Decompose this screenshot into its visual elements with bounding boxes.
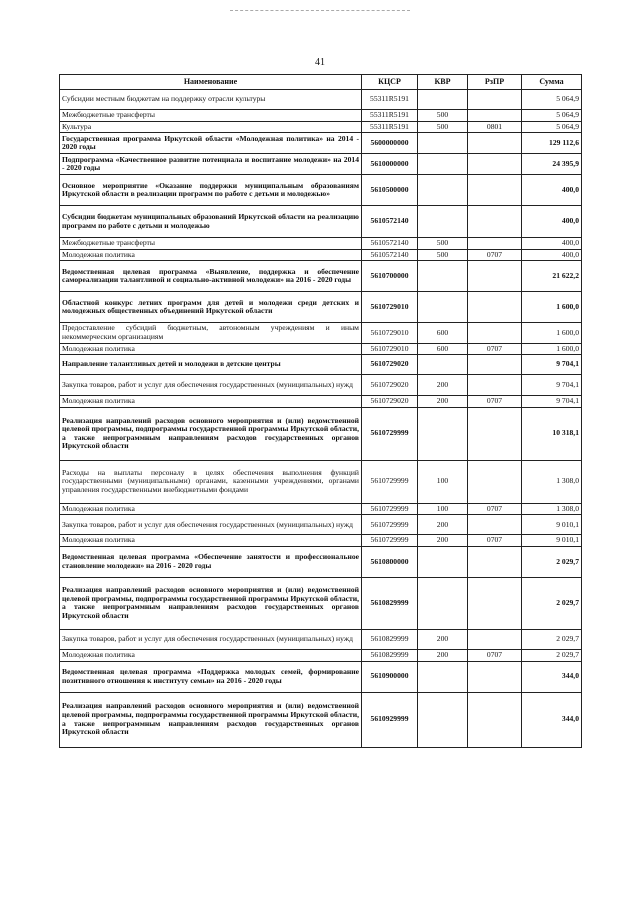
row-name-cell: Закупка товаров, работ и услуг для обеспечения государственных (муниципальных) нужд (60, 515, 362, 535)
row-name-cell: Подпрограмма «Качественное развитие потенциала и воспитание молодежи» на 2014 - 2020 годы (60, 154, 362, 175)
table-row (60, 407, 582, 460)
row-rzpr-cell (468, 355, 522, 375)
row-kvr-cell: 100 (418, 503, 468, 515)
row-kvr-cell: 200 (418, 649, 468, 661)
row-kcsr-cell: 55311R5191 (362, 90, 418, 110)
row-kvr-cell (418, 577, 468, 629)
row-kvr-cell: 500 (418, 238, 468, 250)
row-kcsr-cell: 5610729010 (362, 323, 418, 343)
table-row (60, 535, 582, 547)
row-kcsr-cell: 5610000000 (362, 154, 418, 175)
table-row (60, 110, 582, 122)
table-row (60, 661, 582, 692)
row-rzpr-cell (468, 661, 522, 692)
row-rzpr-cell (468, 206, 522, 238)
row-sum-cell: 2 029,7 (522, 577, 582, 629)
row-sum-cell: 5 064,9 (522, 90, 582, 110)
table-row (60, 249, 582, 261)
row-name-cell: Субсидии бюджетам муниципальных образований Иркутской области на реализацию программ по работе с детьми и молодежью (60, 206, 362, 238)
row-kcsr-cell: 55311R5191 (362, 110, 418, 122)
row-kcsr-cell: 5610800000 (362, 546, 418, 577)
row-kvr-cell (418, 175, 468, 206)
row-name-cell: Закупка товаров, работ и услуг для обеспечения государственных (муниципальных) нужд (60, 629, 362, 649)
table-row (60, 629, 582, 649)
row-rzpr-cell (468, 546, 522, 577)
row-kcsr-cell: 5610729999 (362, 460, 418, 503)
table-row (60, 355, 582, 375)
row-rzpr-cell (468, 238, 522, 250)
row-sum-cell: 400,0 (522, 175, 582, 206)
table-row (60, 396, 582, 408)
row-kcsr-cell: 5610729020 (362, 355, 418, 375)
header-kvr: КВР (418, 75, 468, 90)
row-name-cell: Молодежная политика (60, 503, 362, 515)
row-kvr-cell (418, 407, 468, 460)
row-rzpr-cell (468, 629, 522, 649)
row-rzpr-cell: 0707 (468, 249, 522, 261)
row-sum-cell: 9 704,1 (522, 396, 582, 408)
row-kcsr-cell: 5610729020 (362, 375, 418, 396)
row-rzpr-cell (468, 175, 522, 206)
row-sum-cell: 344,0 (522, 661, 582, 692)
table-row (60, 546, 582, 577)
row-sum-cell: 2 029,7 (522, 629, 582, 649)
row-rzpr-cell: 0707 (468, 535, 522, 547)
row-kvr-cell: 200 (418, 535, 468, 547)
row-sum-cell: 1 600,0 (522, 323, 582, 343)
table-row (60, 343, 582, 355)
row-name-cell: Культура (60, 121, 362, 133)
row-name-cell: Межбюджетные трансферты (60, 238, 362, 250)
row-kvr-cell (418, 661, 468, 692)
table-row (60, 90, 582, 110)
row-name-cell: Реализация направлений расходов основного мероприятия и (или) ведомственной целевой программы, подпрограммы государственной программы Иркутской области, а также непрограммным направлениям расходов государственных органов Иркутской области (60, 577, 362, 629)
header-name: Наименование (60, 75, 362, 90)
row-kcsr-cell: 5610829999 (362, 629, 418, 649)
row-rzpr-cell: 0707 (468, 503, 522, 515)
row-kvr-cell (418, 206, 468, 238)
table-row (60, 154, 582, 175)
row-rzpr-cell (468, 515, 522, 535)
row-kvr-cell: 100 (418, 460, 468, 503)
row-kcsr-cell: 5610572140 (362, 249, 418, 261)
table-row (60, 375, 582, 396)
row-name-cell: Межбюджетные трансферты (60, 110, 362, 122)
header-sum: Сумма (522, 75, 582, 90)
row-kvr-cell: 200 (418, 396, 468, 408)
row-rzpr-cell (468, 261, 522, 292)
row-kcsr-cell: 5600000000 (362, 133, 418, 154)
row-name-cell: Областной конкурс летних программ для детей и молодежи среди детских и молодежных общественных объединений Иркутской области (60, 292, 362, 323)
row-kcsr-cell: 5610829999 (362, 577, 418, 629)
table-row (60, 261, 582, 292)
row-sum-cell: 9 704,1 (522, 375, 582, 396)
row-kvr-cell (418, 90, 468, 110)
row-kcsr-cell: 5610500000 (362, 175, 418, 206)
row-name-cell: Расходы на выплаты персоналу в целях обеспечения выполнения функций государственными (муниципальными) органами, казенными учреждениями, органами управления государственными внебюджетными фондами (60, 460, 362, 503)
row-kvr-cell: 200 (418, 515, 468, 535)
row-rzpr-cell (468, 154, 522, 175)
page-number: 41 (315, 57, 325, 68)
table-body (60, 90, 582, 748)
row-rzpr-cell (468, 692, 522, 747)
row-kvr-cell: 600 (418, 323, 468, 343)
row-sum-cell: 2 029,7 (522, 649, 582, 661)
row-rzpr-cell (468, 90, 522, 110)
row-sum-cell: 400,0 (522, 238, 582, 250)
row-kcsr-cell: 5610729999 (362, 535, 418, 547)
row-rzpr-cell (468, 460, 522, 503)
row-rzpr-cell: 0707 (468, 649, 522, 661)
row-kvr-cell (418, 292, 468, 323)
row-kvr-cell: 500 (418, 121, 468, 133)
row-sum-cell: 1 600,0 (522, 343, 582, 355)
row-sum-cell: 10 318,1 (522, 407, 582, 460)
row-sum-cell: 400,0 (522, 249, 582, 261)
row-kcsr-cell: 5610729020 (362, 396, 418, 408)
row-kcsr-cell: 5610929999 (362, 692, 418, 747)
row-sum-cell: 5 064,9 (522, 110, 582, 122)
row-kvr-cell (418, 154, 468, 175)
row-name-cell: Субсидии местным бюджетам на поддержку отрасли культуры (60, 90, 362, 110)
table-row (60, 649, 582, 661)
row-sum-cell: 2 029,7 (522, 546, 582, 577)
row-kvr-cell: 500 (418, 110, 468, 122)
table-row (60, 460, 582, 503)
row-sum-cell: 21 622,2 (522, 261, 582, 292)
row-sum-cell: 400,0 (522, 206, 582, 238)
table-row (60, 515, 582, 535)
row-kvr-cell (418, 133, 468, 154)
row-name-cell: Молодежная политика (60, 249, 362, 261)
row-rzpr-cell (468, 375, 522, 396)
row-sum-cell: 9 010,1 (522, 515, 582, 535)
table-row (60, 323, 582, 343)
row-sum-cell: 9 010,1 (522, 535, 582, 547)
row-name-cell: Ведомственная целевая программа «Обеспечение занятости и профессиональное становление молодежи» на 2016 - 2020 годы (60, 546, 362, 577)
row-name-cell: Молодежная политика (60, 343, 362, 355)
row-sum-cell: 24 395,9 (522, 154, 582, 175)
budget-table (59, 74, 582, 748)
row-sum-cell: 1 308,0 (522, 503, 582, 515)
table-row (60, 121, 582, 133)
row-name-cell: Предоставление субсидий бюджетным, автономным учреждениям и иным некоммерческим организациям (60, 323, 362, 343)
row-kvr-cell (418, 261, 468, 292)
row-name-cell: Молодежная политика (60, 535, 362, 547)
row-kcsr-cell: 5610729999 (362, 515, 418, 535)
table-row (60, 133, 582, 154)
row-rzpr-cell (468, 407, 522, 460)
table-row (60, 175, 582, 206)
header-rzpr: РзПР (468, 75, 522, 90)
row-name-cell: Закупка товаров, работ и услуг для обеспечения государственных (муниципальных) нужд (60, 375, 362, 396)
row-rzpr-cell (468, 133, 522, 154)
row-kcsr-cell: 5610700000 (362, 261, 418, 292)
row-kvr-cell: 200 (418, 375, 468, 396)
row-name-cell: Ведомственная целевая программа «Выявление, поддержка и обеспечение самореализации талантливой и социально-активной молодежи» на 2016 - 2020 годы (60, 261, 362, 292)
row-kcsr-cell: 5610572140 (362, 238, 418, 250)
row-kcsr-cell: 5610729010 (362, 343, 418, 355)
row-rzpr-cell: 0707 (468, 396, 522, 408)
row-kvr-cell (418, 546, 468, 577)
row-kcsr-cell: 5610572140 (362, 206, 418, 238)
row-kcsr-cell: 5610829999 (362, 649, 418, 661)
table-row (60, 577, 582, 629)
table-row (60, 692, 582, 747)
scan-artifact-line (230, 10, 410, 11)
row-rzpr-cell (468, 577, 522, 629)
row-name-cell: Молодежная политика (60, 649, 362, 661)
table-row (60, 238, 582, 250)
row-sum-cell: 1 308,0 (522, 460, 582, 503)
row-rzpr-cell: 0707 (468, 343, 522, 355)
row-kcsr-cell: 5610900000 (362, 661, 418, 692)
row-rzpr-cell: 0801 (468, 121, 522, 133)
row-kvr-cell: 200 (418, 629, 468, 649)
row-rzpr-cell (468, 292, 522, 323)
row-rzpr-cell (468, 110, 522, 122)
table-row (60, 206, 582, 238)
row-kcsr-cell: 5610729999 (362, 407, 418, 460)
row-kvr-cell (418, 355, 468, 375)
row-sum-cell: 5 064,9 (522, 121, 582, 133)
row-kvr-cell: 600 (418, 343, 468, 355)
table-row (60, 503, 582, 515)
row-kvr-cell: 500 (418, 249, 468, 261)
row-rzpr-cell (468, 323, 522, 343)
row-sum-cell: 344,0 (522, 692, 582, 747)
row-name-cell: Государственная программа Иркутской области «Молодежная политика» на 2014 - 2020 годы (60, 133, 362, 154)
row-name-cell: Направление талантливых детей и молодежи в детские центры (60, 355, 362, 375)
row-name-cell: Основное мероприятие «Оказание поддержки муниципальным образованиям Иркутской области в реализации программ по работе с детьми и молодежью» (60, 175, 362, 206)
row-kvr-cell (418, 692, 468, 747)
row-sum-cell: 1 600,0 (522, 292, 582, 323)
row-sum-cell: 129 112,6 (522, 133, 582, 154)
row-name-cell: Ведомственная целевая программа «Поддержка молодых семей, формирование позитивного отношения к институту семьи» на 2016 - 2020 годы (60, 661, 362, 692)
row-name-cell: Реализация направлений расходов основного мероприятия и (или) ведомственной целевой программы, подпрограммы государственной программы Иркутской области, а также непрограммным направлениям расходов государственных органов Иркутской области (60, 692, 362, 747)
row-sum-cell: 9 704,1 (522, 355, 582, 375)
table-row (60, 292, 582, 323)
row-kcsr-cell: 5610729010 (362, 292, 418, 323)
row-kcsr-cell: 5610729999 (362, 503, 418, 515)
row-name-cell: Молодежная политика (60, 396, 362, 408)
header-kcsr: КЦСР (362, 75, 418, 90)
row-name-cell: Реализация направлений расходов основного мероприятия и (или) ведомственной целевой программы, подпрограммы государственной программы Иркутской области, а также непрограммным направлениям расходов государственных органов Иркутской области (60, 407, 362, 460)
table-header-row (60, 75, 582, 90)
row-kcsr-cell: 55311R5191 (362, 121, 418, 133)
